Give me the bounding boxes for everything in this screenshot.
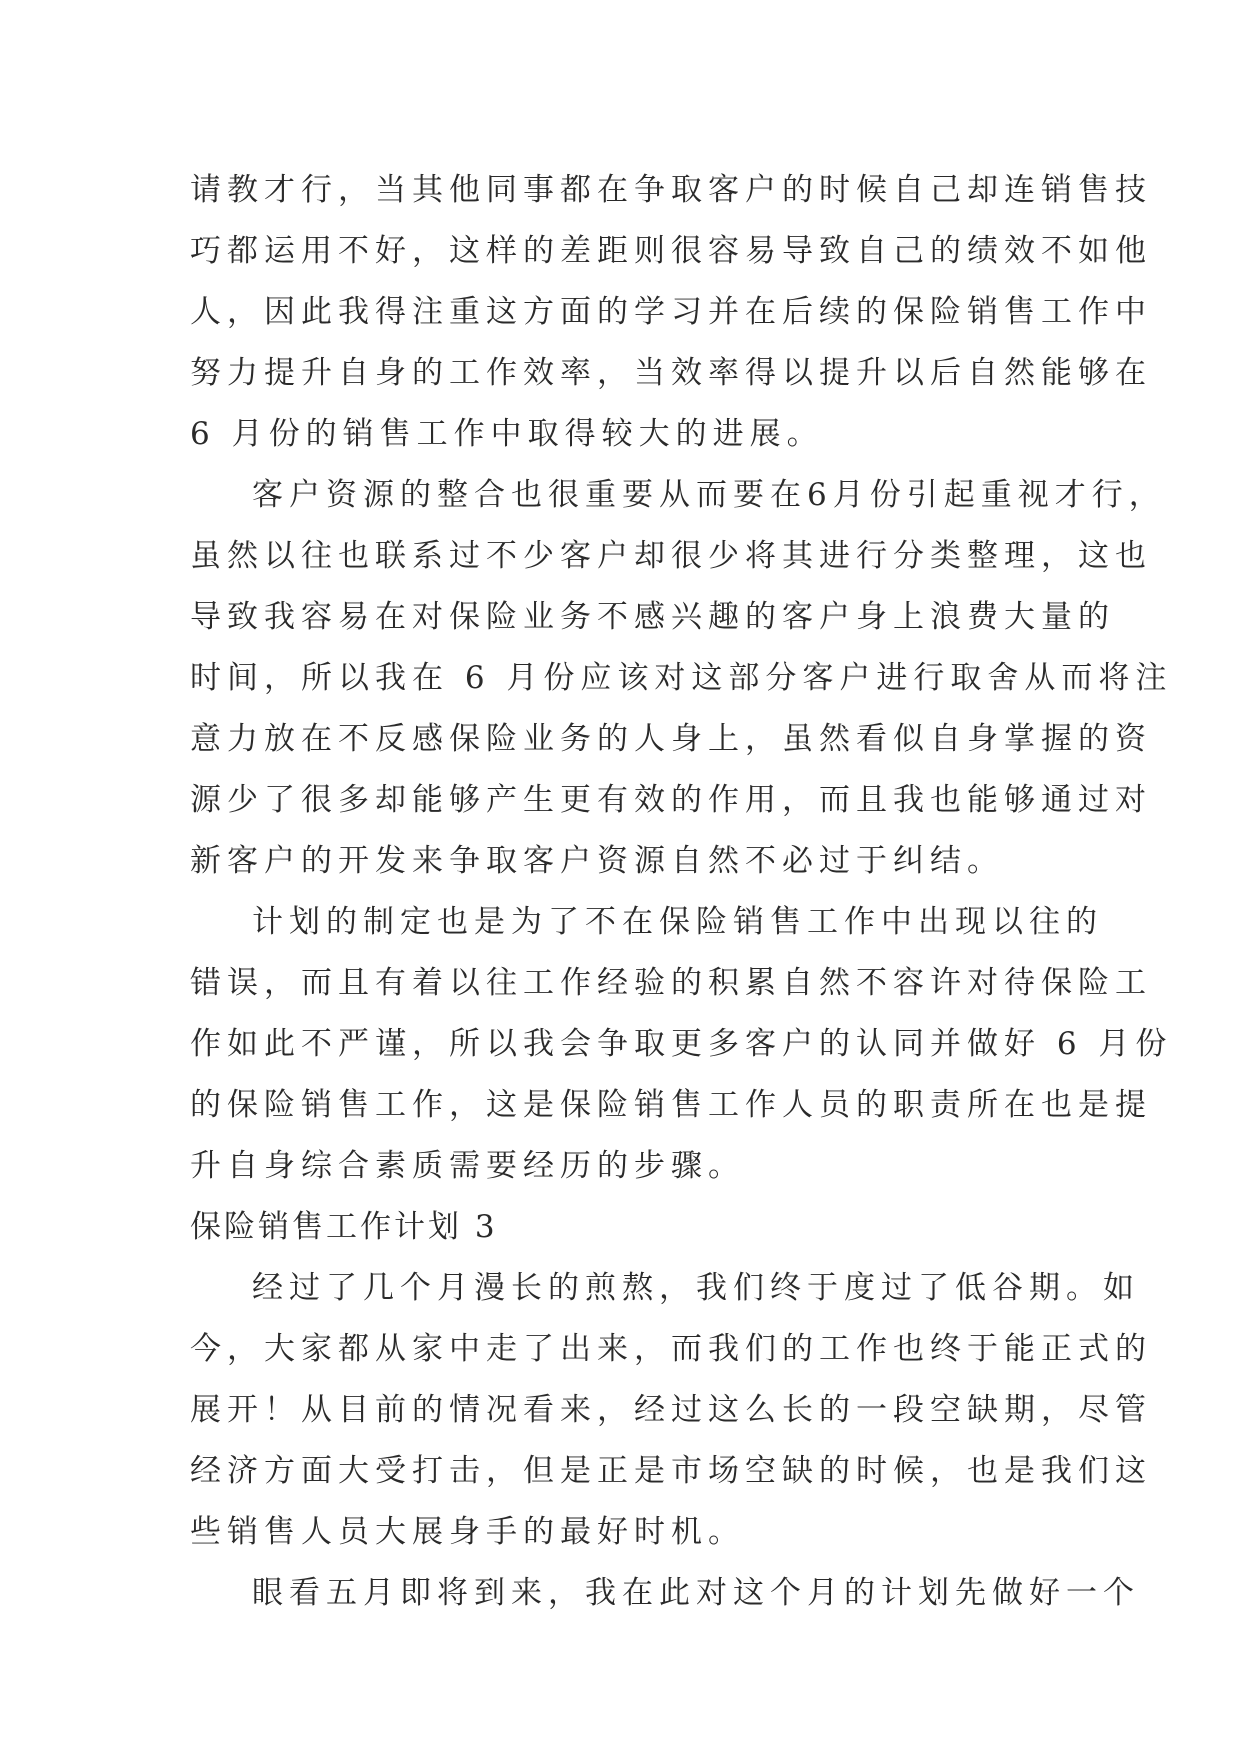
text-line: 源少了很多却能够产生更有效的作用，而且我也能够通过对: [190, 782, 1152, 818]
text-line: 努力提升自身的工作效率，当效率得以提升以后自然能够在: [190, 355, 1152, 391]
text-line: 导致我容易在对保险业务不感兴趣的客户身上浪费大量的: [190, 599, 1115, 635]
text-line: 人，因此我得注重这方面的学习并在后续的保险销售工作中: [190, 294, 1152, 330]
paragraph: [190, 1258, 1152, 1563]
text-line: 些销售人员大展身手的最好时机。: [190, 1514, 745, 1550]
text-line: 的保险销售工作，这是保险销售工作人员的职责所在也是提: [190, 1087, 1152, 1123]
text-line: 错误，而且有着以往工作经验的积累自然不容许对待保险工: [190, 965, 1152, 1001]
text-line: 意力放在不反感保险业务的人身上，虽然看似自身掌握的资: [190, 721, 1152, 757]
paragraph: [190, 892, 1173, 1197]
text-line: 巧都运用不好，这样的差距则很容易导致自己的绩效不如他: [190, 233, 1152, 269]
text-line: 经济方面大受打击，但是正是市场空缺的时候，也是我们这: [190, 1453, 1152, 1489]
paragraph: [190, 1563, 1140, 1624]
text-line: 眼看五月即将到来，我在此对这个月的计划先做好一个: [252, 1575, 1140, 1611]
text-line: 新客户的开发来争取客户资源自然不必过于纠结。: [190, 843, 1004, 879]
text-line: 经过了几个月漫长的煎熬，我们终于度过了低谷期。如: [252, 1270, 1140, 1306]
document-body: [190, 160, 1173, 1624]
text-line: 时间，所以我在 6 月份应该对这部分客户进行取舍从而将注: [190, 660, 1173, 696]
text-line: 6 月份的销售工作中取得较大的进展。: [190, 416, 824, 452]
text-line: 计划的制定也是为了不在保险销售工作中出现以往的: [252, 904, 1103, 940]
section-heading: 保险销售工作计划 3: [190, 1209, 498, 1245]
text-line: 请教才行，当其他同事都在争取客户的时候自己却连销售技: [190, 172, 1152, 208]
paragraph: [190, 160, 1152, 465]
text-line: 作如此不严谨，所以我会争取更多客户的认同并做好 6 月份: [190, 1026, 1173, 1062]
paragraph: [190, 465, 1173, 892]
text-line: 客户资源的整合也很重要从而要在6月份引起重视才行，: [252, 477, 1166, 513]
text-line: 今，大家都从家中走了出来，而我们的工作也终于能正式的: [190, 1331, 1152, 1367]
text-line: 升自身综合素质需要经历的步骤。: [190, 1148, 745, 1184]
text-line: 展开！从目前的情况看来，经过这么长的一段空缺期，尽管: [190, 1392, 1152, 1428]
text-line: 虽然以往也联系过不少客户却很少将其进行分类整理，这也: [190, 538, 1152, 574]
